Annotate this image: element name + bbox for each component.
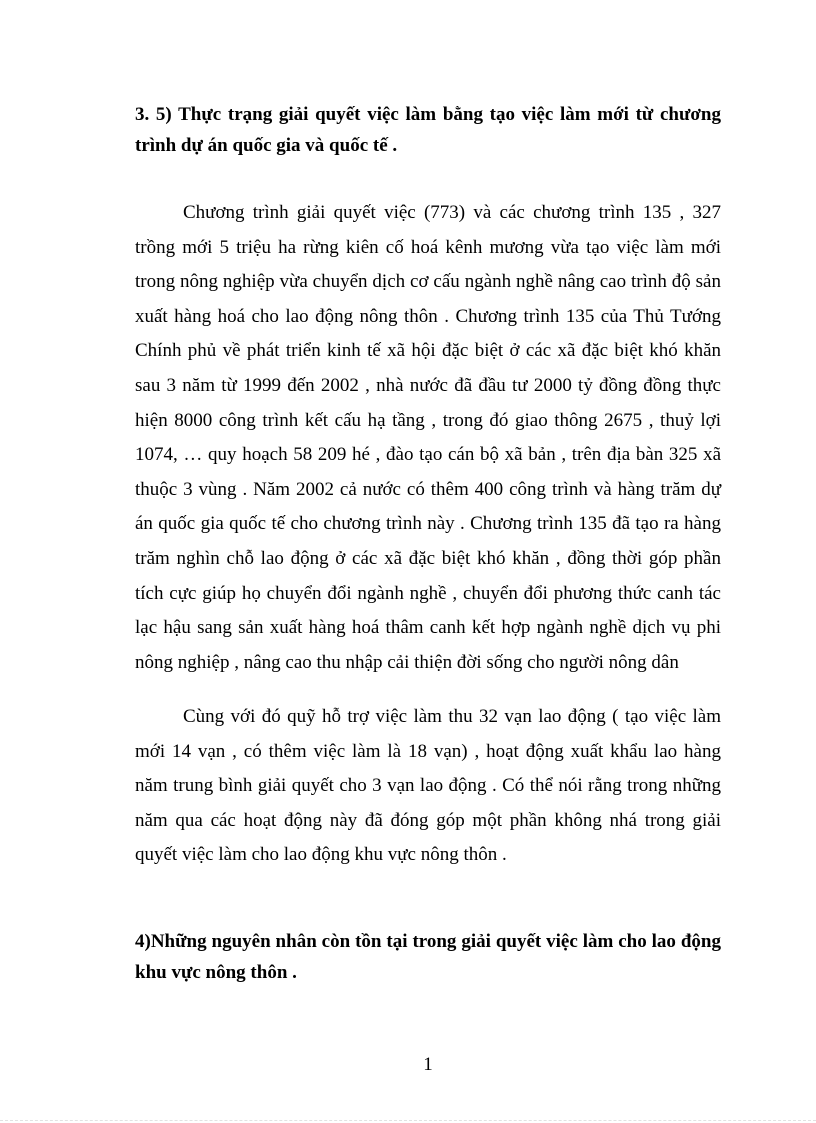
next-section-heading: 4)Những nguyên nhân còn tồn tại trong giải quyết việc làm cho lao động khu vực nông thôn . [135, 931, 721, 983]
body-paragraph-2: Cùng với đó quỹ hỗ trợ việc làm thu 32 vạn lao động ( tạo việc làm mới 14 vạn , có thêm việc làm là 18 vạn) , hoạt động xuất khẩu lao hàng năm trung bình giải quyết cho 3 vạn lao động . Có thể nói rằng trong những năm qua các hoạt động này đã đóng góp một phần không nhá trong giải quyết việc làm cho lao động khu vực nông thôn . [135, 706, 721, 866]
page-number: 1 [423, 1054, 433, 1075]
body-paragraph-1: Chương trình giải quyết việc (773) và các chương trình 135 , 327 trồng mới 5 triệu ha rừng kiên cố hoá kênh mương vừa tạo việc làm mới trong nông nghiệp vừa chuyển dịch cơ cấu ngành nghề nâng cao trình độ sản xuất hàng hoá cho lao động nông thôn . Chương trình 135 của Thủ Tướng Chính phủ về phát triển kinh tế xã hội đặc biệt ở các xã đặc biệt khó khăn sau 3 năm từ 1999 đến 2002 , nhà nước đã đầu tư 2000 tỷ đồng đồng thực hiện 8000 công trình kết cấu hạ tầng , trong đó giao thông 2675 , thuỷ lợi 1074, … quy hoạch 58 209 hé , đào tạo cán bộ xã bản , trên địa bàn 325 xã thuộc 3 vùng . Năm 2002 cả nước có thêm 400 công trình và hàng trăm dự án quốc gia quốc tế cho chương trình này . Chương trình 135 đã tạo ra hàng trăm nghìn chỗ lao động ở các xã đặc biệt khó khăn , đồng thời góp phần tích cực giúp họ chuyển đổi ngành nghề , chuyển đổi phương thức canh tác lạc hậu sang sản xuất hàng hoá thâm canh kết hợp ngành nghề dịch vụ phi nông nghiệp , nâng cao thu nhập cải thiện đời sống cho người nông dân [135, 202, 721, 673]
page-bottom-rule [0, 1120, 816, 1121]
section-heading: 3. 5) Thực trạng giải quyết việc làm bằng tạo việc làm mới từ chương trình dự án quốc gia và quốc tế . [135, 104, 721, 156]
